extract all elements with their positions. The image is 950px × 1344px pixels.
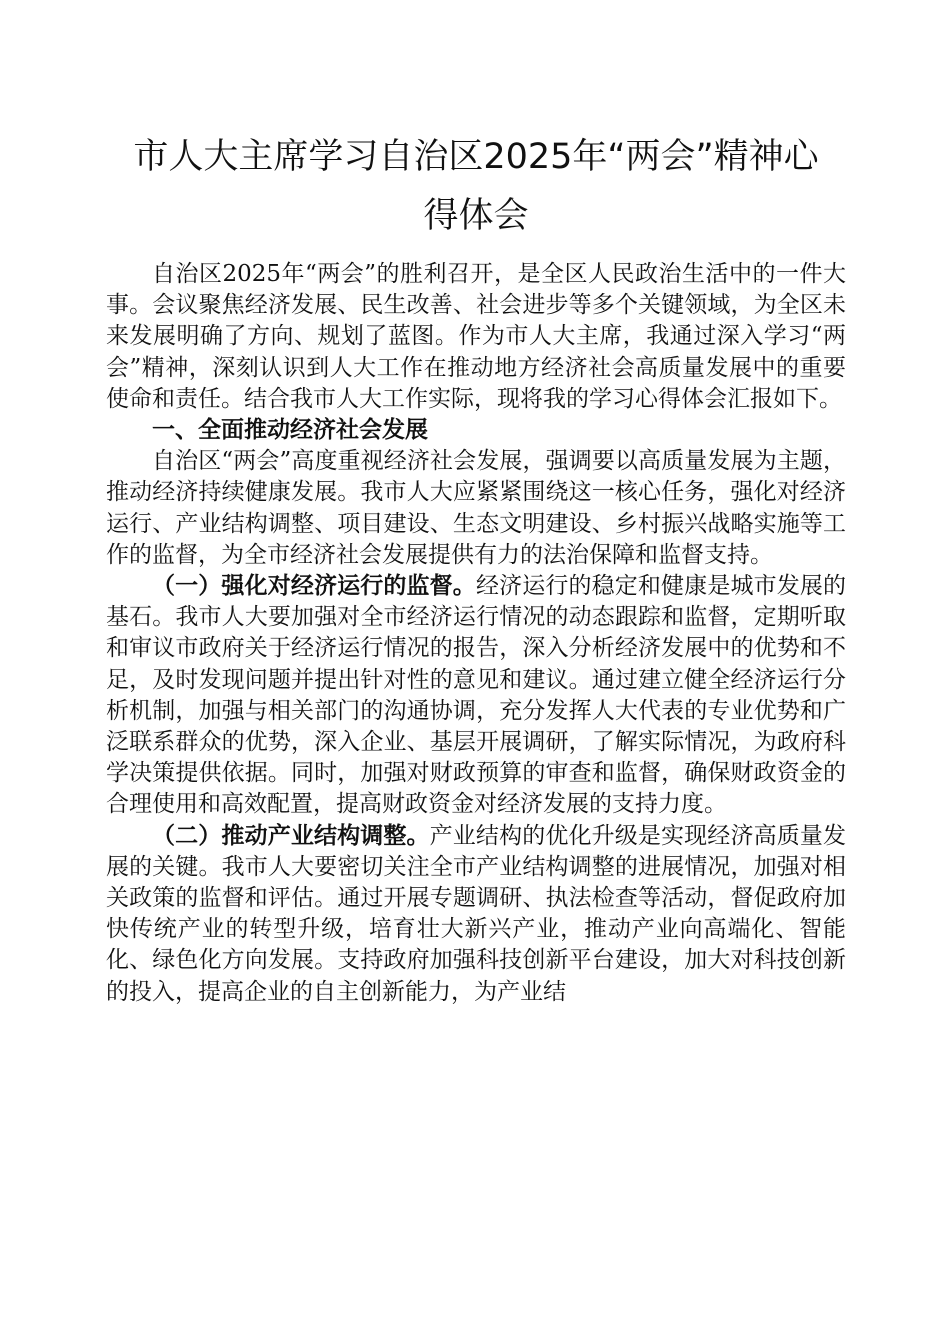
intro-paragraph: 自治区2025年“两会”的胜利召开，是全区人民政治生活中的一件大事。会议聚焦经济发展、民生改善、社会进步等多个关键领域，为全区未来发展明确了方向、规划了蓝图。作为市人大主席，我通过深入学习“两会”精神，深刻认识到人大工作在推动地方经济社会高质量发展中的重要使命和责任。结合我市人大工作实际，现将我的学习心得体会汇报如下。: [106, 261, 846, 412]
item-2-paragraph: [106, 821, 846, 1008]
item-2-text: 产业结构的优化升级是实现经济高质量发展的关键。我市人大要密切关注全市产业结构调整的进展情况，加强对相关政策的监督和评估。通过开展专题调研、执法检查等活动，督促政府加快传统产业的转型升级，培育壮大新兴产业，推动产业向高端化、智能化、绿色化方向发展。支持政府加强科技创新平台建设，加大对科技创新的投入，提高企业的自主创新能力，为产业结: [106, 822, 847, 1005]
title-line-1: 市人大主席学习自治区2025年“两会”精神心: [133, 137, 819, 177]
title-line-2: 得体会: [423, 196, 529, 236]
item-1-paragraph: [106, 571, 846, 821]
document-title: [106, 128, 846, 246]
document-page: [106, 128, 846, 1008]
item-2-heading: （二）推动产业结构调整。: [152, 822, 430, 849]
section-1-heading: 一、全面推动经济社会发展: [152, 417, 428, 444]
item-1-text: 经济运行的稳定和健康是城市发展的基石。我市人大要加强对全市经济运行情况的动态跟踪和监督，定期听取和审议市政府关于经济运行情况的报告，深入分析经济发展中的优势和不足，及时发现问题并提出针对性的意见和建议。通过建立健全经济运行分析机制，加强与相关部门的沟通协调，充分发挥人大代表的专业优势和广泛联系群众的优势，深入企业、基层开展调研，了解实际情况，为政府科学决策提供依据。同时，加强对财政预算的审查和监督，确保财政资金的合理使用和高效配置，提高财政资金对经济发展的支持力度。: [106, 573, 847, 818]
item-1-heading: （一）强化对经济运行的监督。: [152, 573, 476, 600]
section-1-paragraph: 自治区“两会”高度重视经济社会发展，强调要以高质量发展为主题，推动经济持续健康发展。我市人大应紧紧围绕这一核心任务，强化对经济运行、产业结构调整、项目建设、生态文明建设、乡村振兴战略实施等工作的监督，为全市经济社会发展提供有力的法治保障和监督支持。: [106, 448, 846, 568]
document-body: [106, 259, 846, 1008]
